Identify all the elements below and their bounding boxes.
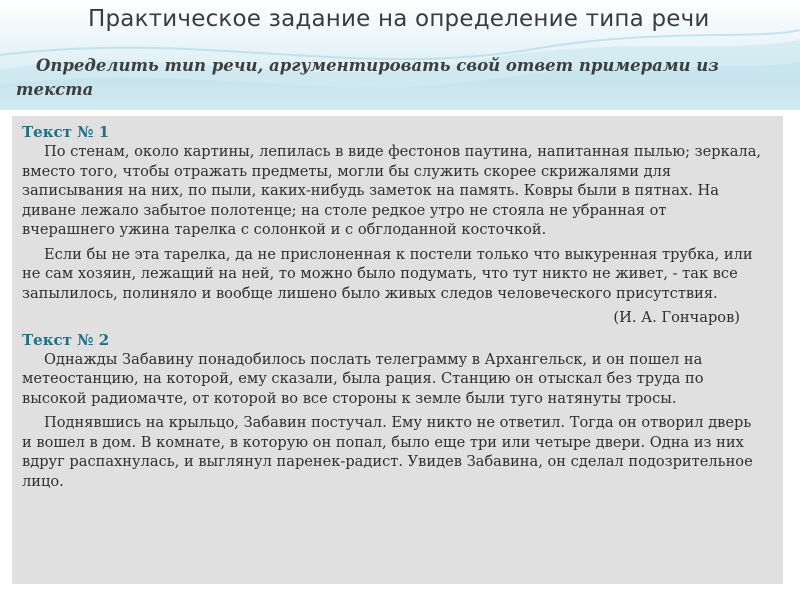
- text-2-heading: Текст № 2: [22, 330, 110, 349]
- page-title: Практическое задание на определение типа речи: [88, 6, 710, 32]
- text-2-paragraph-2: Поднявшись на крыльцо, Забавин постучал. Ему никто не ответил. Тогда он отворил дверь и вошел в дом. В комнате, в которую он попал, было еще три или четыре двери. Одна из них вдруг распахнулась, и выглянул паренек-радист. Увидев Забавина, он сделал подозрительное лицо.: [22, 414, 753, 490]
- text-area: [22, 122, 762, 496]
- text-2-paragraph-1: Однажды Забавину понадобилось послать телеграмму в Архангельск, и он пошел на метеостанцию, на которой, ему сказали, была рация. Станцию он отыскал без труда по высокой радиомачте, от которой во все стороны к земле были туго натянуты тросы.: [22, 350, 704, 407]
- task-instruction-text: Определить тип речи, аргументировать свой ответ примерами из текста: [16, 56, 719, 99]
- text-1-heading: Текст № 1: [22, 123, 110, 141]
- task-instruction: [16, 54, 786, 102]
- text-1-paragraph-2: Если бы не эта тарелка, да не прислоненная к постели только что выкуренная трубка, или не сам хозяин, лежащий на ней, то можно было подумать, что тут никто не живет, - так все запылилось, полиняло и вообще лишено было живых следов человеческого присутствия.: [22, 245, 753, 302]
- text-1-paragraph-1: По стенам, около картины, лепилась в виде фестонов паутина, напитанная пылью; зеркала, вместо того, чтобы отражать предметы, могли бы служить скорее скрижалями для записывания на них, по пыли, каких-нибудь заметок на память. Ковры были в пятнах. На диване лежало забытое полотенце; на столе редкое утро не стояла не убранная от вчерашнего ужина тарелка с солонкой и с обглоданной косточкой.: [22, 143, 762, 238]
- text-1-author: (И. А. Гончаров): [613, 309, 740, 326]
